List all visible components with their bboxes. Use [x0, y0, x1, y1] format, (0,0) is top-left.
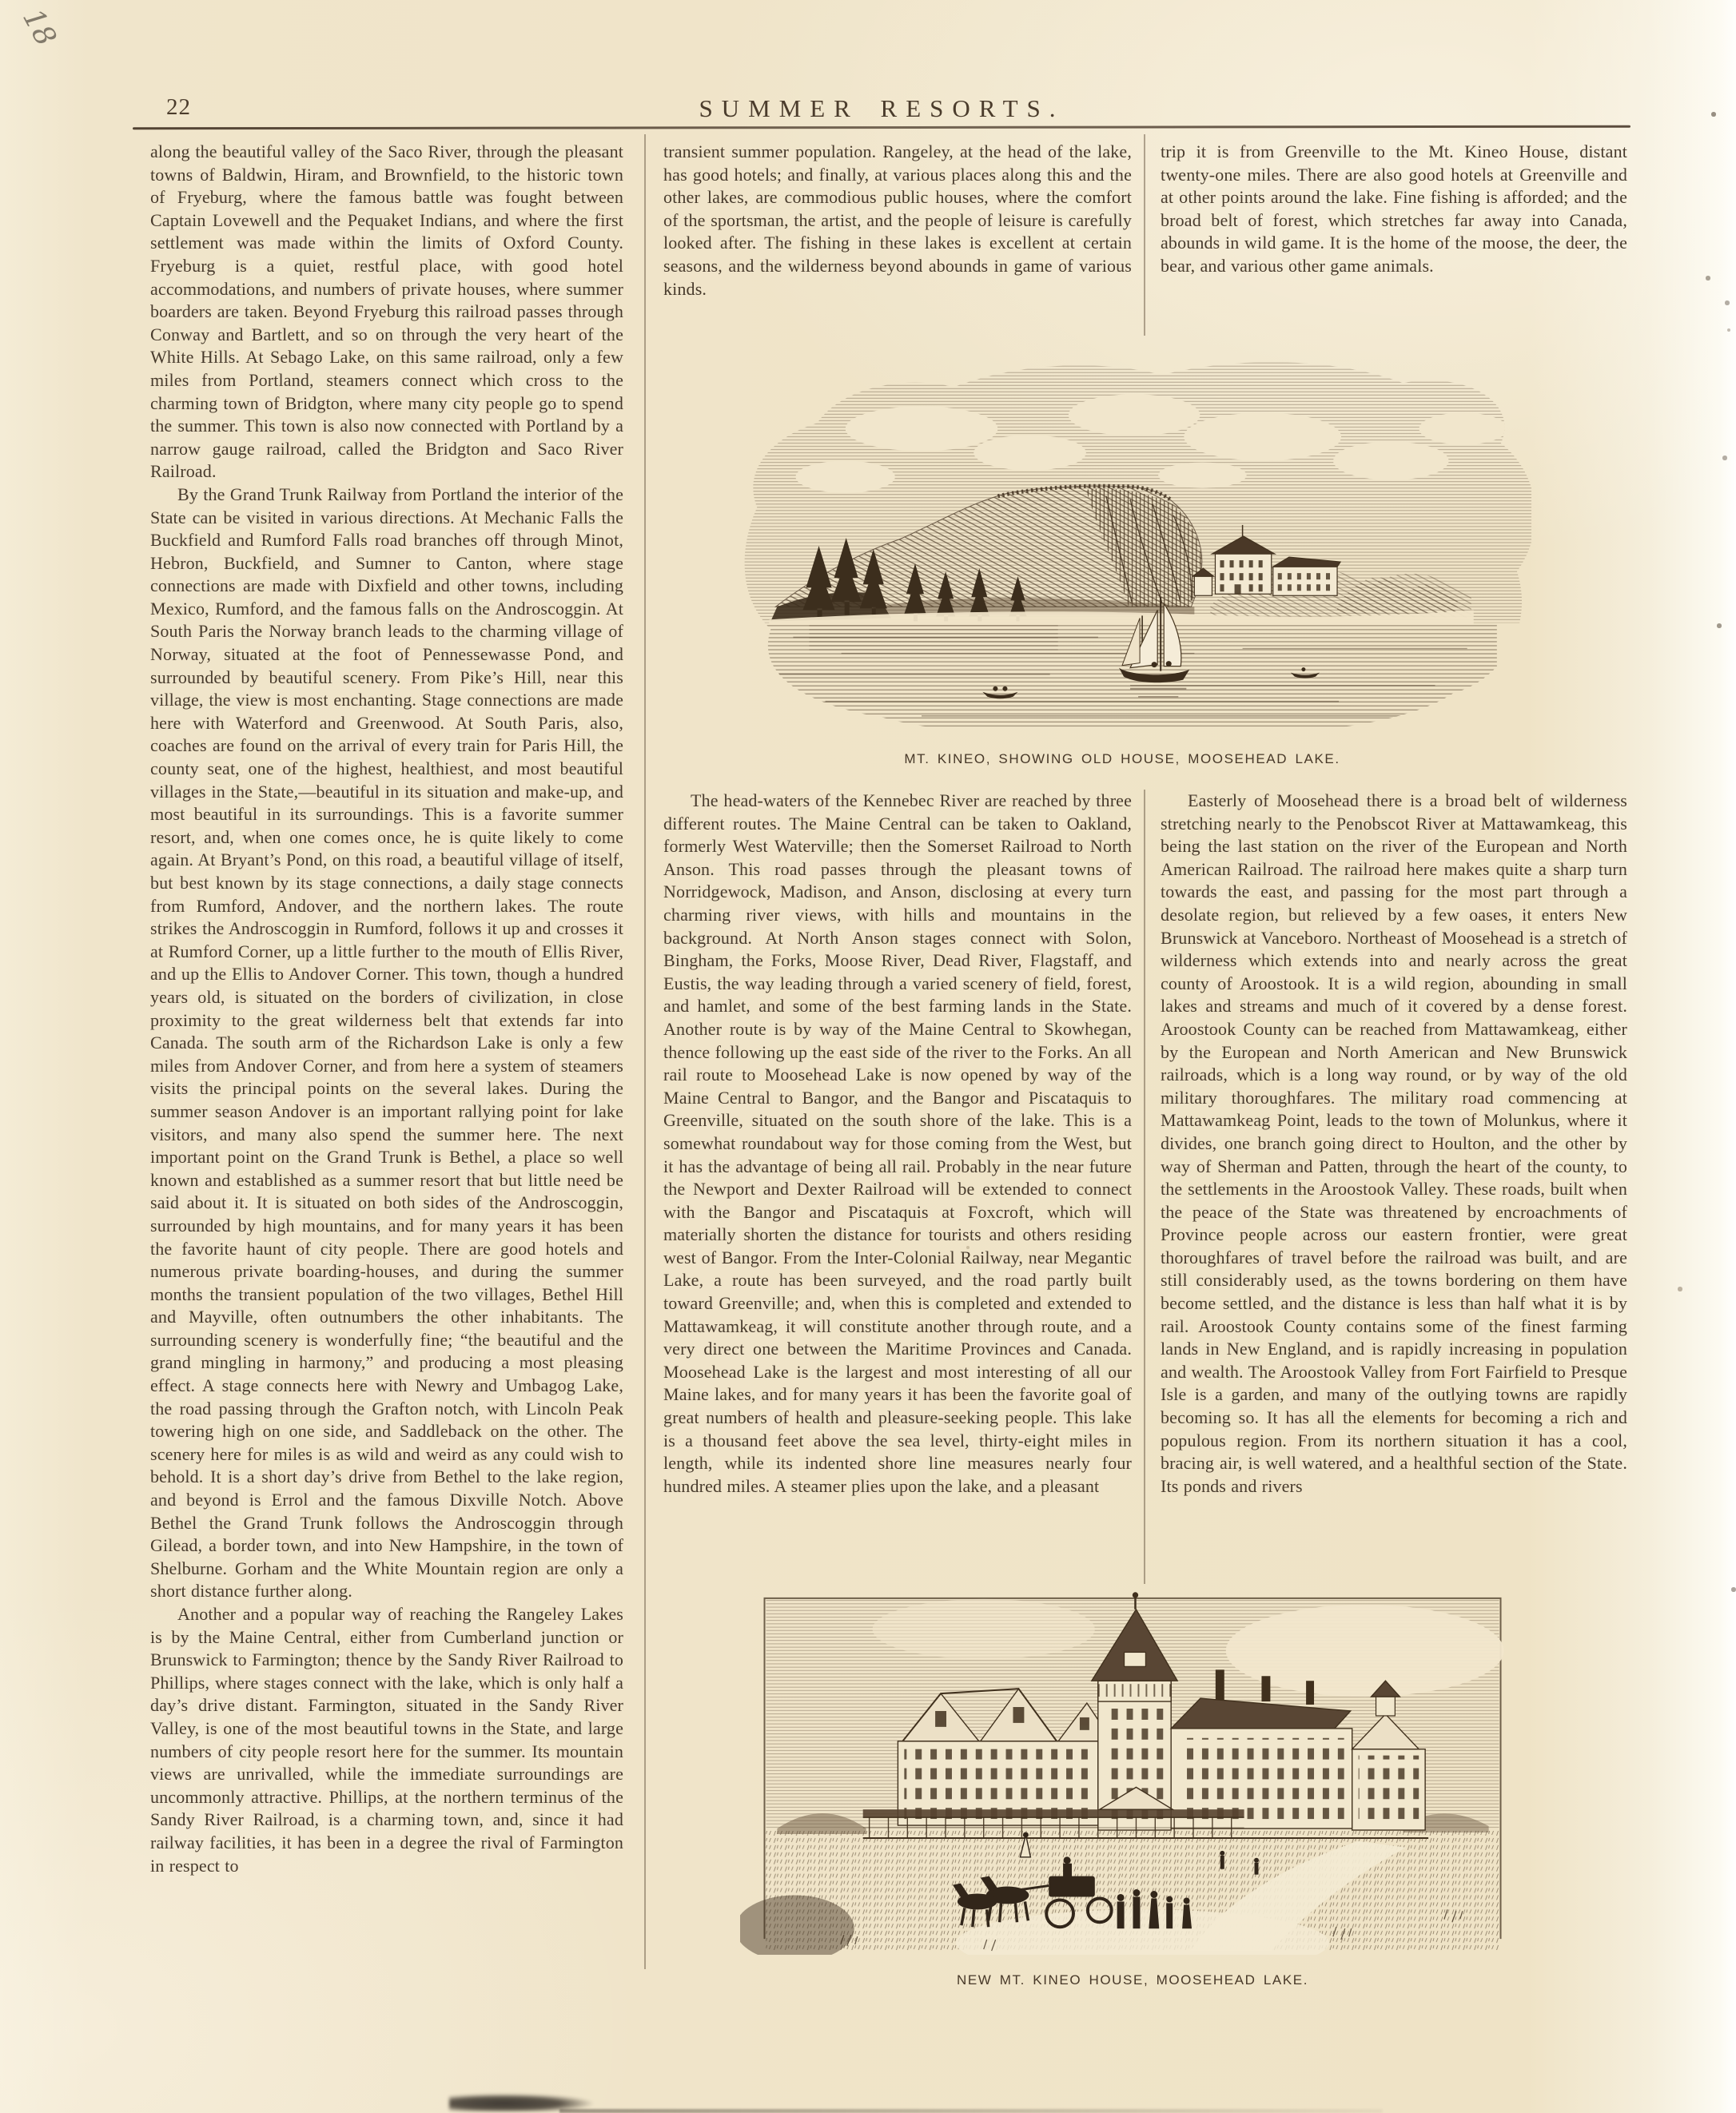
scan-bottom-edge — [559, 2109, 1383, 2113]
mt-kineo-engraving — [679, 339, 1565, 748]
figure-new-kineo-house — [740, 1586, 1525, 1955]
woman-head — [1023, 1832, 1029, 1837]
paragraph: Another and a popular way of reaching the Rangeley Lakes is by the Maine Central, either from Cumberland junction or Brunswick to Farmington; thence by the Sandy River Railroad to Phillips, where stages connect with the lake, which is only half a day’s drive distant. Farmington, situated in the Sandy River Valley, is one of the most beautiful towns in the State, and large numbers of city people resort here for the summer. Its mountain views are unrivalled, while the immediate surroundings are uncommonly attractive. Phillips, at the northern terminus of the Sandy River Railroad, is a charming town, and, since it had railway facilities, it has been in a degree the rival of Farmington in respect to — [150, 1604, 623, 1876]
paper-specks — [0, 0, 2, 2]
page-title: SUMMER RESORTS. — [699, 94, 1065, 122]
paragraph: Easterly of Moosehead there is a broad belt of wilderness stretching nearly to the Penobscot River at Mattawamkeag, this being the last station on the river of the European and North American Railroad. The railroad here makes quite a sharp turn towards the east, and passing for the most part through a desolate region, but relieved by a few oases, it enters New Brunswick at Vanceboro. Northeast of Moosehead is a stretch of wilderness which extends into and nearly across the great county of Aroostook. It is a wild region, abounding in small lakes and streams and much of it covered by a dense forest. Aroostook County can be reached from Mattawamkeag, either by the European and North American and New Brunswick railroads, which is a long way round, or by way of the old military thoroughfares. The military road commencing at Mattawamkeag Point, leads to the town of Molunkus, where it divides, one branch going direct to Houlton, and the other by way of Sherman and Patten, through the heart of the county, to the settlements in the Aroostook Valley. These roads, built when the peace of the State was threatened by encroachments of Province people across our eastern frontier, were great thoroughfares of travel before the railroad was built, and are still considerably used, as the towns bordering on them have become settled, and the distance is less than half what it is by rail. Aroostook County contains some of the finest farming lands in New England, and is rapidly increasing in population and wealth. The Aroostook Valley from Fort Fairfield to Presque Isle is a garden, and many of the outlying towns are rapidly becoming so. It has all the elements for becoming a rich and populous region. From its northern situation it has a cool, bracing air, is well watered, and a healthful section of the State. Its ponds and rivers — [1161, 790, 1627, 1496]
figure-caption: NEW MT. KINEO HOUSE, MOOSEHEAD LAKE. — [956, 1972, 1309, 1988]
handwritten-mark: 18 — [16, 3, 62, 52]
figure-mt-kineo-old-house — [679, 339, 1565, 748]
column-divider-left — [644, 134, 646, 1969]
column-divider-right-top — [1144, 134, 1145, 336]
column-divider-right-middle — [1144, 790, 1145, 1584]
figure-caption: MT. KINEO, SHOWING OLD HOUSE, MOOSEHEAD LAKE. — [904, 751, 1340, 766]
paragraph: transient summer population. Rangeley, at the head of the lake, has good hotels; and finally, at various places along this and the other lakes, are commodious public houses, where the comfort of the sportsman, the artist, and the people of leisure is carefully looked after. The fishing in these lakes is excellent at certain seasons, and the wilderness beyond abounds in game of various kinds. — [663, 141, 1132, 299]
column-middle-main — [663, 790, 1132, 1498]
column-right-main — [1161, 790, 1627, 1498]
column-left — [150, 141, 623, 1877]
paragraph: along the beautiful valley of the Saco River, through the pleasant towns of Baldwin, Hiram, and Brownfield, to the historic town of Fryeburg, where the famous battle was fought between Captain Lovewell and the Pequaket Indians, and where the first settlement was made within the limits of Oxford County. Fryeburg is a quiet, restful place, with good hotel accommodations, and numbers of private houses, where summer boarders are taken. Beyond Fryeburg this railroad passes through Conway and Bartlett, and so on through the very heart of the White Hills. At Sebago Lake, on this same railroad, only a few miles from Portland, steamers connect which cross to the charming town of Bridgton, where many city people go to spend the summer. This town is also now connected with Portland by a narrow gauge railroad, called the Bridgton and Saco River Railroad. — [150, 141, 623, 482]
paragraph: trip it is from Greenville to the Mt. Kineo House, distant twenty-one miles. There are also good hotels at Greenville and at other points around the lake. Fine fishing is afforded; and the broad belt of forest, which stretches far away into Canada, abounds in wild game. It is the home of the moose, the deer, the bear, and various other game animals. — [1161, 141, 1627, 276]
mountain-reflection — [809, 624, 1057, 650]
paragraph: The head-waters of the Kennebec River are reached by three different routes. The Maine Central can be taken to Oakland, formerly West Waterville; then the Somerset Railroad to North Anson. This road passes through the pleasant towns of Norridgewock, Madison, and Anson, disclosing at every turn charming river views, with hills and mountains in the background. At North Anson stages connect with Solon, Bingham, the Forks, Moose River, Dead River, Flagstaff, and Eustis, the way leading through a varied scenery of field, forest, and hamlet, and some of the best farming lands in the State. Another route is by way of the Maine Central to Skowhegan, thence following up the east side of the river to the Forks. An all rail route to Moosehead Lake is now opened by way of the Maine Central to Bangor, and the Bangor and Piscataquis to Greenville, situated on the south shore of the lake. This is a somewhat roundabout way for those coming from the West, but it has the advantage of being all rail. Probably in the near future the Newport and Dexter Railroad will be extended to connect with the Bangor and Piscataquis at Foxcroft, which will materially shorten the distance for tourists and others residing west of Bangor. From the Inter-Colonial Railway, near Megantic Lake, a route has been surveyed, and the road partly built toward Greenville; and, when this is completed and extended to Mattawamkeag, it will constitute another through route, and a very direct one between the Maritime Provinces and Canada. Moosehead Lake is the largest and most interesting of all our Maine lakes, and for many years it has been the favorite goal of great numbers of health and pleasure-seeking people. This lake is a thousand feet above the sea level, thirty-eight miles in length, while its indented shore line measures nearly four hundred miles. A steamer plies upon the lake, and a pleasant — [663, 790, 1132, 1496]
column-right-top — [1161, 141, 1627, 278]
paragraph: By the Grand Trunk Railway from Portland the interior of the State can be visited in various directions. At Mechanic Falls the Buckfield and Rumford Falls road branches off through Minot, Hebron, Buckfield, and Sumner to Canton, where stage connections are made with Dixfield and other towns, including Mexico, Rumford, and the famous falls on the Androscoggin. At South Paris the Norway branch leads to the charming village of Norway, situated at the foot of Pennessewasse Pond, and surrounded by beautiful scenery. From Pike’s Hill, near this village, the view is most enchanting. Stage connections are made here with Waterford and Greenwood. At South Paris, also, coaches are found on the arrival of every train for Paris Hill, the county seat, one of the highest, healthiest, and most beautiful villages in the State,—beautiful in its situation and make-up, and most beautiful in its surroundings. This is a favorite summer resort, and, when one comes once, he is quite likely to come again. At Bryant’s Pond, on this road, a beautiful village of itself, but best known by its stage connections, a daily stage connects from Rumford, Andover, and the northern lakes. The route strikes the Androscoggin in Rumford, follows it up and crosses it at Rumford Corner, up a little further to the mouth of Ellis River, and up the Ellis to Andover Corner. This town, though a hundred years old, is situated on the borders of civilization, in close proximity to the great wilderness belt that extends far into Canada. The south arm of the Richardson Lake is only a few miles from Andover Corner, and from here a system of steamers visits the principal points on the several lakes. During the summer season Andover is an important rallying point for lake visitors, and many also spend the summer here. The next important point on the Grand Trunk is Bethel, a place so well known and established as a summer resort that but little need be said about it. It is situated on both sides of the Androscoggin, surrounded by high mountains, and for many years it has been the favorite haunt of city people. There are good hotels and numerous private boarding-houses, and during the summer months the transient population of the two villages, Bethel Hill and Mayville, often outnumbers the other inhabitants. The surrounding scenery is wonderfully fine; “the beautiful and the grand mingling in harmony,” and producing a most pleasing effect. A stage connects here with Newry and Umbagog Lake, the road passing through the Grafton notch, with Lincoln Peak towering high on one side, and Saddleback on the other. The scenery here for miles is as wild and weird as any could wish to behold. It is a short day’s drive from Bethel to the lake region, and beyond is Errol and the famous Dixville Notch. Above Bethel the Grand Trunk follows the Androscoggin through Gilead, a border town, and into New Hampshire, in the town of Shelburne. Gorham and the White Mountain region are only a short distance further along. — [150, 483, 623, 1602]
new-kineo-house-engraving — [740, 1586, 1525, 1955]
sky-light-patch-2 — [873, 1599, 1095, 1660]
column-middle-top — [663, 141, 1132, 300]
page-number: 22 — [166, 94, 191, 120]
header-rule — [133, 125, 1630, 130]
